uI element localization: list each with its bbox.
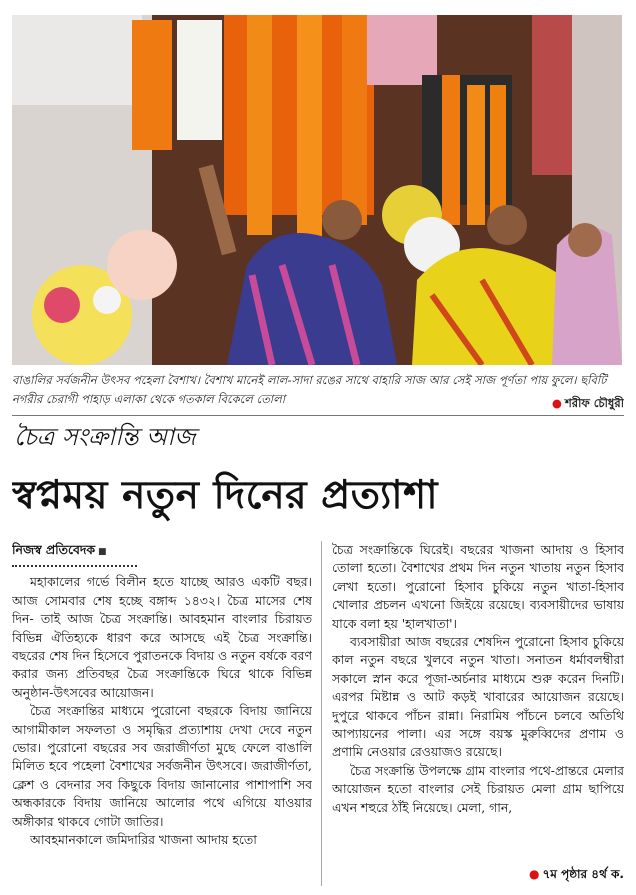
photo-credit — [548, 394, 624, 413]
bullet-icon: ● — [528, 867, 540, 881]
continuation-note[interactable] — [525, 866, 624, 886]
market-photo-illustration-icon — [12, 15, 622, 365]
square-icon: ■ — [98, 547, 107, 557]
paragraph: মহাকালের গর্ভে বিলীন হতে যাচ্ছে আরও একটি বছর। আজ সোমবার শেষ হচ্ছে বঙ্গাব্দ ১৪৩২। চৈত্র মাসের শেষ দিন- তাই আজ চৈত্র সংক্রান্তি। আবহমান বাংলার চিরায়ত বিভিন্ন ঐতিহ্যকে ধারণ করে আসছে এই চৈত্র সংক্রান্তি। বছরের শেষ দিন হিসেবে পুরাতনকে বিদায় ও নতুন বর্ষকে বরণ করার জন্য প্রতিবছর চৈত্র সংক্রান্তিকে ঘিরে থাকে বিভিন্ন অনুষ্ঠান-উৎসবের আয়োজন। — [12, 574, 312, 700]
photo-credit-name: শরীফ চৌধুরী — [564, 396, 624, 410]
photo-caption — [12, 371, 624, 416]
continuation-text[interactable]: ৭ম পৃষ্ঠার ৪র্থ ক. — [542, 867, 624, 881]
kicker-headline: চৈত্র সংক্রান্তি আজ — [14, 423, 196, 451]
paragraph: চৈত্র সংক্রান্তিকে ঘিরেই। বছরের খাজনা আদায় ও হিসাব তোলা হতো। বৈশাখের প্রথম দিন নতুন খাতায় নতুন হিসাব লেখা হতো। পুরোনো হিসাব চুকিয়ে নতুন খাতা-হিসাব খোলার প্রচলন এখনো জিইয়ে রয়েছে। ব্যবসায়ীদের ভাষায় যাকে বলা হয় 'হালখাতা'। — [332, 542, 624, 631]
main-headline: স্বপ্নময় নতুন দিনের প্রত্যাশা — [12, 472, 439, 518]
article-column-right — [332, 541, 624, 889]
paragraph: আবহমানকালে জমিদারির খাজনা আদায় হতো — [30, 832, 257, 848]
byline-text: নিজস্ব প্রতিবেদক — [12, 542, 96, 557]
paragraph: ব্যবসায়ীরা আজ বছরের শেষদিন পুরোনো হিসাব চুকিয়ে কাল নতুন বছরে খুলবে নতুন খাতা। সনাতন ধর্মাবলম্বীরা সকালে স্নান করে পূজা-অর্চনার মাধ্যমে শুরু করেন দিনটি। এরপর মিষ্টান্ন ও আট কড়ই খাবারের আয়োজন রয়েছে। দুপুরে থাকবে পাঁচন রান্না। নিরামিষ পাঁচনে চলবে অতিথি আপ্যায়নের পালা। এর সঙ্গে বয়স্ক মুরুব্বিদের প্রণাম ও প্রণামি নেওয়ার রেওয়াজও রয়েছে। — [332, 634, 624, 760]
article-column-left — [12, 541, 312, 889]
column-divider — [321, 541, 322, 886]
paragraph: চৈত্র সংক্রান্তি উপলক্ষে গ্রাম বাংলার পথে-প্রান্তরে মেলার আয়োজন হতো বাংলার সেই চিরায়ত মেলা গ্রাম ছাপিয়ে এখন শহুরে ঠাঁই নিয়েছে। মেলা, গান, — [332, 762, 624, 815]
byline — [12, 541, 312, 561]
byline-divider — [12, 565, 137, 567]
caption-text: বাঙালির সর্বজনীন উৎসব পহেলা বৈশাখ। বৈশাখ মানেই লাল-সাদা রঙের সাথে বাহারি সাজ আর সেই সাজ পূর্ণতা পায় ফুলে। ছবিটি নগরীর চেরাগী পাহাড় এলাকা থেকে গতকাল বিকেলে তোলা — [12, 373, 607, 406]
bullet-icon: ● — [551, 396, 562, 410]
market-photo — [12, 15, 622, 365]
paragraph: চৈত্র সংক্রান্তির মাধ্যমে পুরোনো বছরকে বিদায় জানিয়ে আগামীকাল সফলতা ও সমৃদ্ধির প্রত্যাশায় দেখা দেবে নতুন ভোর। পুরোনো বছরের সব জরাজীর্ণতা মুছে ফেলে বাঙালি মিলিত হবে পহেলা বৈশাখের সর্বজনীন উৎসবে। জরাজীর্ণতা, ক্লেশ ও বেদনার সব কিছুকে বিদায় জানানোর পাশাপাশি সব অন্ধকারকে বিদায় জানিয়ে আলোর পথে এগিয়ে যাওয়ার অঙ্গীকার থাকবে গোটা জাতির। — [12, 703, 312, 829]
